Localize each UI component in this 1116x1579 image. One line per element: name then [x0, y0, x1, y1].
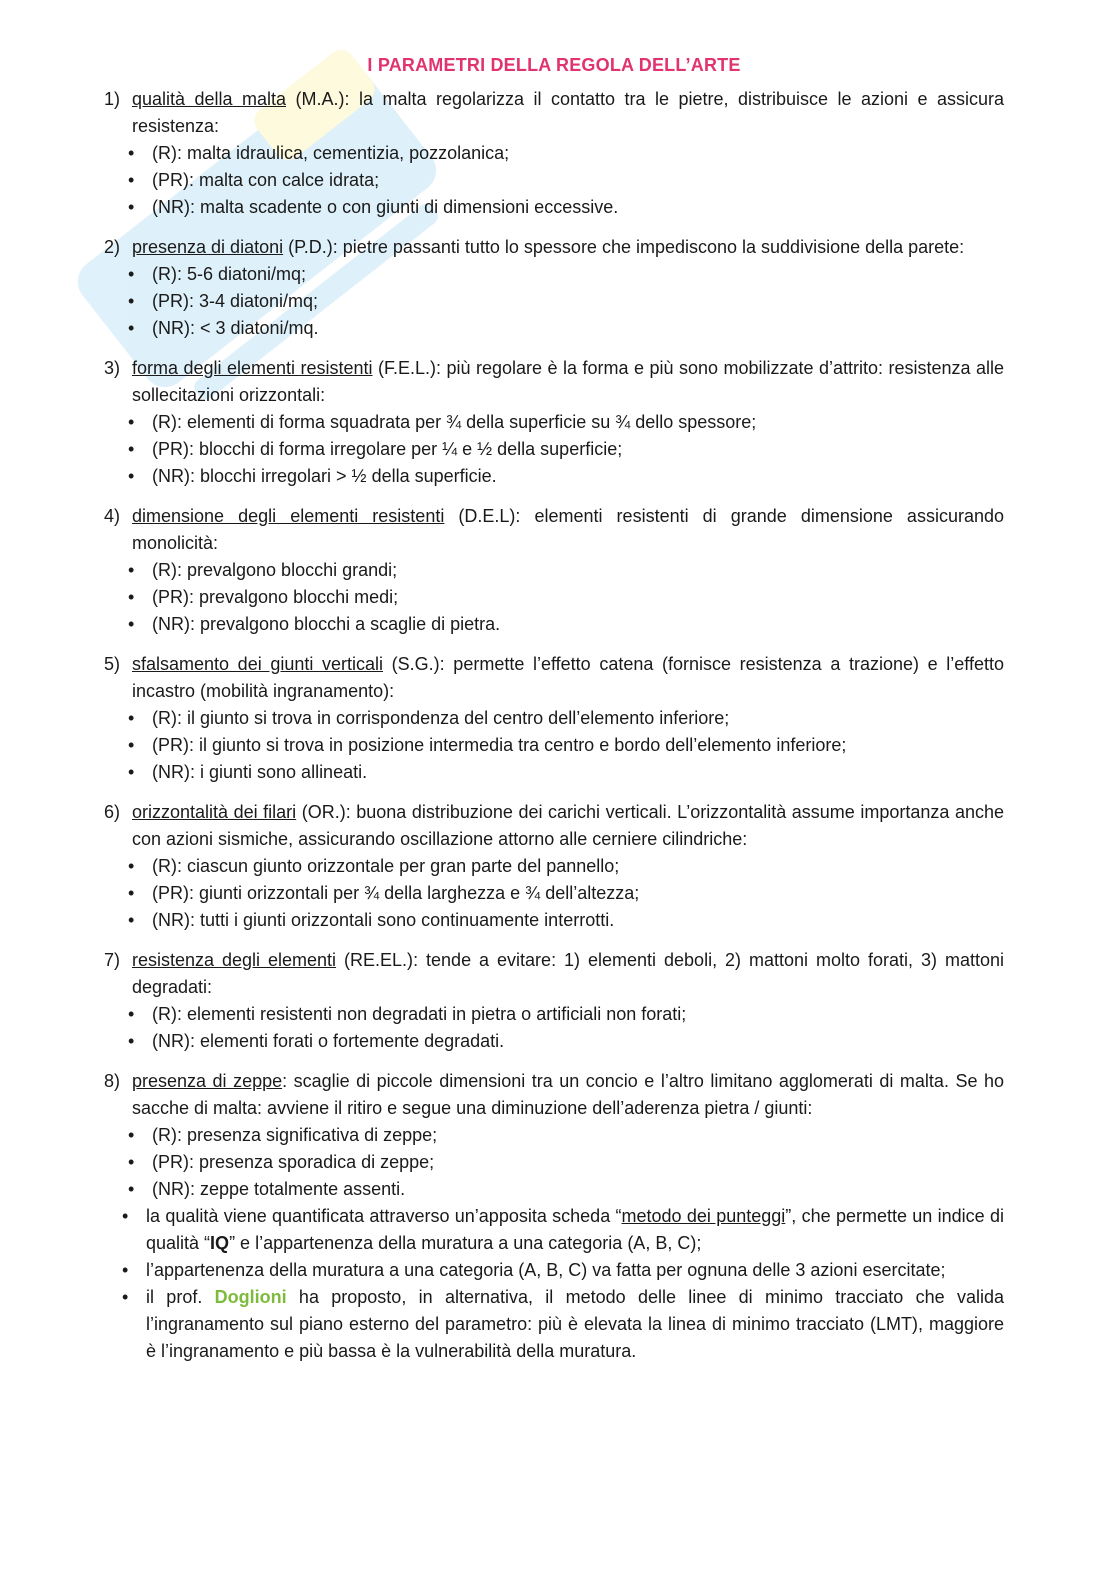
parameter-abbreviation: (F.E.L.): [372, 358, 437, 378]
option-item: • (PR): prevalgono blocchi medi;: [152, 584, 1004, 611]
parameter-abbreviation: (RE.EL.): [336, 950, 414, 970]
parameter-heading: [104, 651, 1004, 705]
parameter-number: 2): [104, 237, 121, 257]
parameter-number: 1): [104, 89, 121, 109]
parameter-section: [104, 947, 1004, 1055]
parameter-options: [104, 705, 1004, 786]
iq-label: IQ: [210, 1233, 230, 1253]
parameter-name: sfalsamento dei giunti verticali: [132, 654, 384, 674]
parameter-heading: [104, 234, 1004, 261]
document-page: [104, 55, 1004, 1365]
parameter-name: dimensione degli elementi resistenti: [132, 506, 445, 526]
option-item: • (NR): prevalgono blocchi a scaglie di pietra.: [152, 611, 1004, 638]
option-item: • (NR): tutti i giunti orizzontali sono continuamente interrotti.: [152, 907, 1004, 934]
parameter-heading: [104, 86, 1004, 140]
parameter-section: [104, 651, 1004, 786]
option-item: • (NR): elementi forati o fortemente degradati.: [152, 1028, 1004, 1055]
option-item: • (R): il giunto si trova in corrispondenza del centro dell’elemento inferiore;: [152, 705, 1004, 732]
parameter-name: presenza di zeppe: [132, 1071, 283, 1091]
parameter-heading: [104, 503, 1004, 557]
option-item: • (R): malta idraulica, cementizia, pozzolanica;: [152, 140, 1004, 167]
parameter-description: : la malta regolarizza il contatto tra le pietre, distribuisce le azioni e assicura resistenza:: [132, 89, 1004, 136]
option-item: • (PR): blocchi di forma irregolare per ¼ e ½ della superficie;: [152, 436, 1004, 463]
parameter-name: resistenza degli elementi: [132, 950, 337, 970]
option-item: • (R): elementi resistenti non degradati in pietra o artificiali non forati;: [152, 1001, 1004, 1028]
parameter-section: [104, 86, 1004, 221]
parameter-description: : pietre passanti tutto lo spessore che impediscono la suddivisione della parete:: [332, 237, 965, 257]
note-text: ” e l’appartenenza della muratura a una categoria (A, B, C);: [229, 1233, 702, 1253]
option-item: • (R): elementi di forma squadrata per ¾ della superficie su ¾ dello spessore;: [152, 409, 1004, 436]
note-item: • l’appartenenza della muratura a una categoria (A, B, C) va fatta per ognuna delle 3 azioni esercitate;: [146, 1257, 1004, 1284]
option-item: • (R): 5-6 diatoni/mq;: [152, 261, 1004, 288]
page-title: I PARAMETRI DELLA REGOLA DELL’ARTE: [367, 55, 741, 75]
note-item: [146, 1203, 1004, 1257]
parameter-abbreviation: (P.D.): [283, 237, 333, 257]
method-name: metodo dei punteggi: [621, 1206, 786, 1226]
parameter-section: [104, 1068, 1004, 1203]
parameter-abbreviation: (D.E.L): [444, 506, 516, 526]
option-item: • (NR): blocchi irregolari > ½ della superficie.: [152, 463, 1004, 490]
parameters-list: [104, 86, 1004, 1203]
parameter-section: [104, 234, 1004, 342]
parameter-description: : scaglie di piccole dimensioni tra un concio e l’altro limitano agglomerati di malta. Se ho sacche di malta: avviene il ritiro e segue una diminuzione dell’aderenza pietra / giunti:: [132, 1071, 1004, 1118]
note-text: ”, che permette un indice di qualità “: [146, 1206, 1004, 1253]
option-item: • (NR): malta scadente o con giunti di dimensioni eccessive.: [152, 194, 1004, 221]
parameter-name: presenza di diatoni: [132, 237, 284, 257]
note-text: la qualità viene quantificata attraverso un’apposita scheda “: [146, 1206, 622, 1226]
parameter-options: [104, 1001, 1004, 1055]
parameter-abbreviation: (S.G.): [383, 654, 440, 674]
parameter-section: [104, 355, 1004, 490]
final-notes: [104, 1203, 1004, 1365]
parameter-description: : elementi resistenti di grande dimensione assicurando monolicità:: [132, 506, 1004, 553]
parameter-number: 8): [104, 1071, 121, 1091]
option-item: • (PR): giunti orizzontali per ¾ della larghezza e ¾ dell’altezza;: [152, 880, 1004, 907]
parameter-section: [104, 799, 1004, 934]
option-item: • (PR): il giunto si trova in posizione intermedia tra centro e bordo dell’elemento inferiore;: [152, 732, 1004, 759]
parameter-name: orizzontalità dei filari: [132, 802, 297, 822]
option-item: • (R): ciascun giunto orizzontale per gran parte del pannello;: [152, 853, 1004, 880]
parameter-heading: [104, 799, 1004, 853]
note-text: ha proposto, in alternativa, il metodo delle linee di minimo tracciato che valida l’ingranamento sul piano esterno del parametro: più è elevata la linea di minimo tracciato (LMT), maggiore è l’ingranamento e più bassa è la vulnerabilità della muratura.: [146, 1287, 1004, 1361]
parameter-description: : buona distribuzione dei carichi verticali. L’orizzontalità assume importanza anche con azioni sismiche, assicurando oscillazione attorno alle cerniere cilindriche:: [132, 802, 1004, 849]
parameter-number: 4): [104, 506, 121, 526]
parameter-heading: [104, 355, 1004, 409]
parameter-heading: [104, 947, 1004, 1001]
option-item: • (PR): 3-4 diatoni/mq;: [152, 288, 1004, 315]
parameter-options: [104, 409, 1004, 490]
parameter-description: : tende a evitare: 1) elementi deboli, 2) mattoni molto forati, 3) mattoni degradati:: [132, 950, 1005, 997]
note-item: [146, 1284, 1004, 1365]
parameter-options: [104, 1122, 1004, 1203]
parameter-options: [104, 557, 1004, 638]
parameter-options: [104, 853, 1004, 934]
option-item: • (NR): < 3 diatoni/mq.: [152, 315, 1004, 342]
parameter-name: forma degli elementi resistenti: [132, 358, 373, 378]
parameter-abbreviation: (OR.): [296, 802, 346, 822]
parameter-options: [104, 140, 1004, 221]
option-item: • (NR): i giunti sono allineati.: [152, 759, 1004, 786]
author-name: Doglioni: [214, 1287, 287, 1307]
option-item: • (R): presenza significativa di zeppe;: [152, 1122, 1004, 1149]
parameter-abbreviation: (M.A.): [286, 89, 345, 109]
option-item: • (R): prevalgono blocchi grandi;: [152, 557, 1004, 584]
parameter-heading: [104, 1068, 1004, 1122]
parameter-section: [104, 503, 1004, 638]
parameter-number: 3): [104, 358, 121, 378]
note-text: il prof.: [146, 1287, 215, 1307]
option-item: • (PR): malta con calce idrata;: [152, 167, 1004, 194]
parameter-description: : più regolare è la forma e più sono mobilizzate d’attrito: resistenza alle sollecitazioni orizzontali:: [132, 358, 1004, 405]
option-item: • (NR): zeppe totalmente assenti.: [152, 1176, 1004, 1203]
parameter-number: 6): [104, 802, 121, 822]
parameter-number: 7): [104, 950, 121, 970]
parameter-name: qualità della malta: [132, 89, 287, 109]
parameter-number: 5): [104, 654, 121, 674]
parameter-description: : permette l’effetto catena (fornisce resistenza a trazione) e l’effetto incastro (mobilità ingranamento):: [132, 654, 1004, 701]
option-item: • (PR): presenza sporadica di zeppe;: [152, 1149, 1004, 1176]
parameter-options: [104, 261, 1004, 342]
